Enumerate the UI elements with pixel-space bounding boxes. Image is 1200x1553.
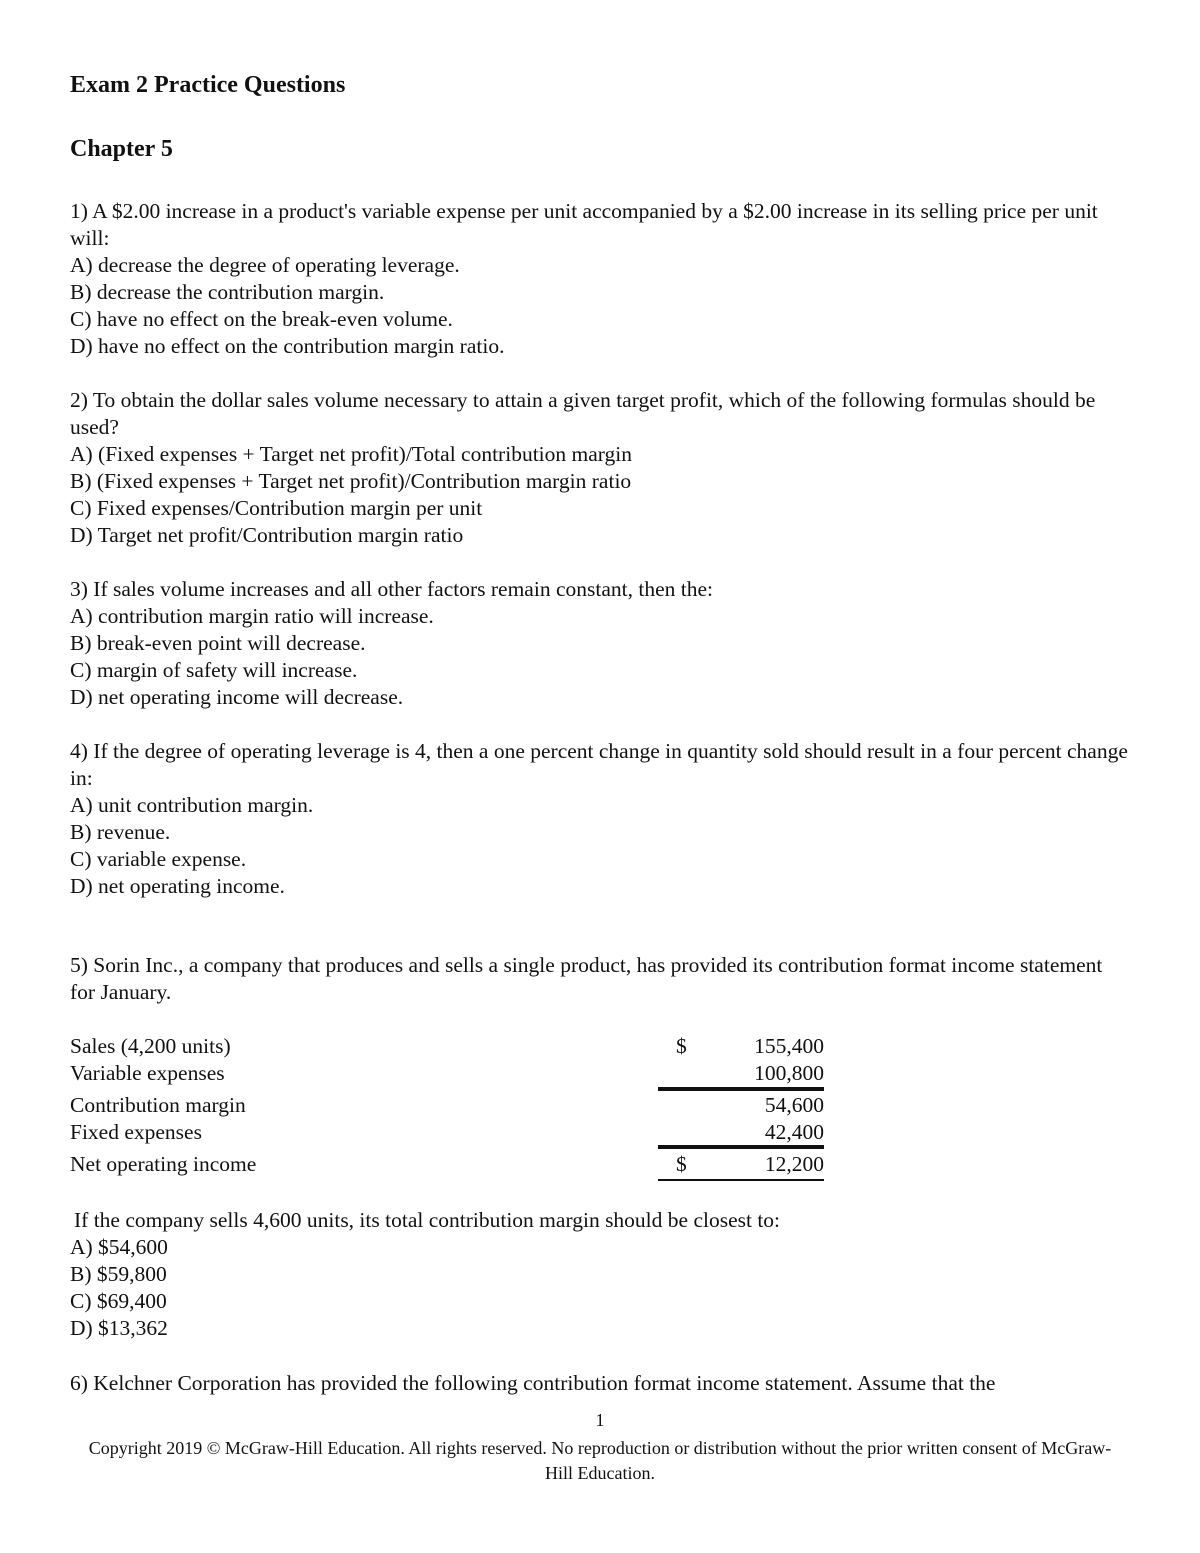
row-amount: 155,400: [754, 1034, 824, 1058]
row-label: Variable expenses: [70, 1061, 225, 1085]
copyright-footer: Copyright 2019 © McGraw-Hill Education. All rights reserved. No reproduction or distribution without the prior written consent of McGraw-Hill Education.: [88, 1438, 1112, 1483]
question-3: [70, 576, 1130, 711]
answer-option: B) (Fixed expenses + Target net profit)/Contribution margin ratio: [70, 469, 632, 493]
row-label: Contribution margin: [70, 1093, 246, 1117]
question-6: [70, 1370, 1130, 1397]
answer-option: D) Target net profit/Contribution margin ratio: [70, 523, 464, 547]
answer-option: D) $13,362: [70, 1316, 168, 1340]
question-5-followup: [74, 1207, 1134, 1234]
document-title: Exam 2 Practice Questions: [70, 72, 346, 98]
row-label: Sales (4,200 units): [70, 1034, 231, 1058]
row-amount: 42,400: [764, 1120, 824, 1144]
answer-option: D) net operating income.: [70, 874, 285, 898]
statement-row-contribution-margin: [70, 1093, 830, 1121]
question-5: [70, 952, 1130, 1006]
statement-row-net-operating-income: [70, 1152, 830, 1180]
answer-option: C) margin of safety will increase.: [70, 658, 358, 682]
question-stem: 3) If sales volume increases and all other factors remain constant, then the:: [70, 577, 713, 601]
row-label: Fixed expenses: [70, 1120, 202, 1144]
subtotal-rule: [658, 1145, 824, 1149]
answer-option: C) variable expense.: [70, 847, 247, 871]
question-stem: 5) Sorin Inc., a company that produces and sells a single product, has provided its contribution format income statement for January.: [70, 953, 1103, 1004]
statement-row-variable-expenses: [70, 1061, 830, 1089]
question-4: [70, 738, 1130, 900]
answer-option: A) $54,600: [70, 1235, 168, 1259]
row-label: Net operating income: [70, 1152, 257, 1176]
answer-option: B) break-even point will decrease.: [70, 631, 366, 655]
answer-option: D) have no effect on the contribution margin ratio.: [70, 334, 505, 358]
page-number: 1: [595, 1410, 605, 1430]
answer-option: B) $59,800: [70, 1262, 167, 1286]
answer-option: A) unit contribution margin.: [70, 793, 314, 817]
total-rule: [658, 1179, 824, 1181]
answer-option: A) contribution margin ratio will increase.: [70, 604, 434, 628]
question-stem: 2) To obtain the dollar sales volume necessary to attain a given target profit, which of the following formulas should be used?: [70, 388, 1096, 439]
question-1: [70, 198, 1130, 360]
answer-option: A) (Fixed expenses + Target net profit)/Total contribution margin: [70, 442, 633, 466]
question-stem: 4) If the degree of operating leverage is 4, then a one percent change in quantity sold should result in a four percent change in:: [70, 739, 1128, 790]
chapter-heading: Chapter 5: [70, 136, 173, 162]
statement-row-sales: [70, 1034, 830, 1062]
answer-option: D) net operating income will decrease.: [70, 685, 404, 709]
answer-option: B) decrease the contribution margin.: [70, 280, 385, 304]
question-2: [70, 387, 1130, 549]
row-amount: 12,200: [764, 1152, 824, 1176]
answer-option: B) revenue.: [70, 820, 171, 844]
dollar-sign: $: [676, 1152, 687, 1176]
question-stem: 1) A $2.00 increase in a product's variable expense per unit accompanied by a $2.00 increase in its selling price per unit will:: [70, 199, 1098, 250]
row-amount: 54,600: [764, 1093, 824, 1117]
answer-option: C) Fixed expenses/Contribution margin per unit: [70, 496, 483, 520]
question-5-options: [70, 1234, 1130, 1342]
answer-option: A) decrease the degree of operating leverage.: [70, 253, 460, 277]
subtotal-rule: [658, 1087, 824, 1091]
row-amount: 100,800: [754, 1061, 824, 1085]
dollar-sign: $: [676, 1034, 687, 1058]
statement-row-fixed-expenses: [70, 1120, 830, 1148]
answer-option: C) have no effect on the break-even volume.: [70, 307, 453, 331]
question-stem: If the company sells 4,600 units, its total contribution margin should be closest to:: [74, 1208, 781, 1232]
question-stem: 6) Kelchner Corporation has provided the following contribution format income statement. Assume that the: [70, 1371, 996, 1395]
answer-option: C) $69,400: [70, 1289, 167, 1313]
